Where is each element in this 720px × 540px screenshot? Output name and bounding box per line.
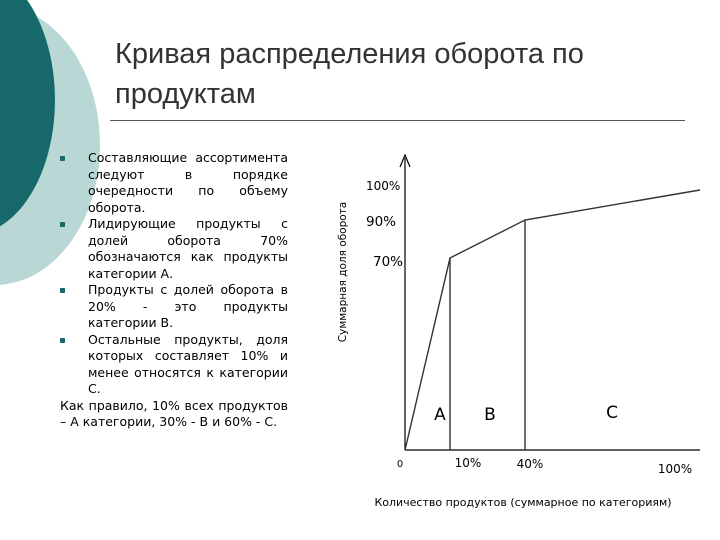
bullet-text: Составляющие ассортимента следуют в порядке очередности по объему оборота. [88,150,288,215]
chart-labels [337,179,692,509]
chart-marks [405,190,700,450]
category-label: A [434,405,446,425]
x-axis-title: Количество продуктов (суммарное по категориям) [374,496,672,509]
y-axis-title: Суммарная доля оборота [337,201,349,343]
x-tick-label: 40% [516,457,544,471]
x-tick-label: 100% [657,462,693,476]
bullet-text: Лидирующие продукты с долей оборота 70% обозначаются как продукты категории А. [88,216,288,281]
slide-title: Кривая распределения оборота по продуктам [115,38,584,110]
x-tick-label: 0 [396,459,404,470]
y-tick-label: 100% [366,179,401,193]
series-line [405,190,700,450]
bullet-text: Остальные продукты, доля которых составляет 10% и менее относятся к категории С. [88,331,288,396]
category-label: C [606,403,618,423]
note-text: Как правило, 10% всех продуктов – А категории, 30% - В и 60% - С. [60,397,288,429]
category-label: B [484,405,496,425]
y-tick-label: 70% [373,254,404,270]
x-tick-label: 10% [454,456,482,470]
bullet-text: Продукты с долей оборота в 20% - это продукты категории В. [88,282,288,330]
y-tick-label: 90% [366,214,397,230]
